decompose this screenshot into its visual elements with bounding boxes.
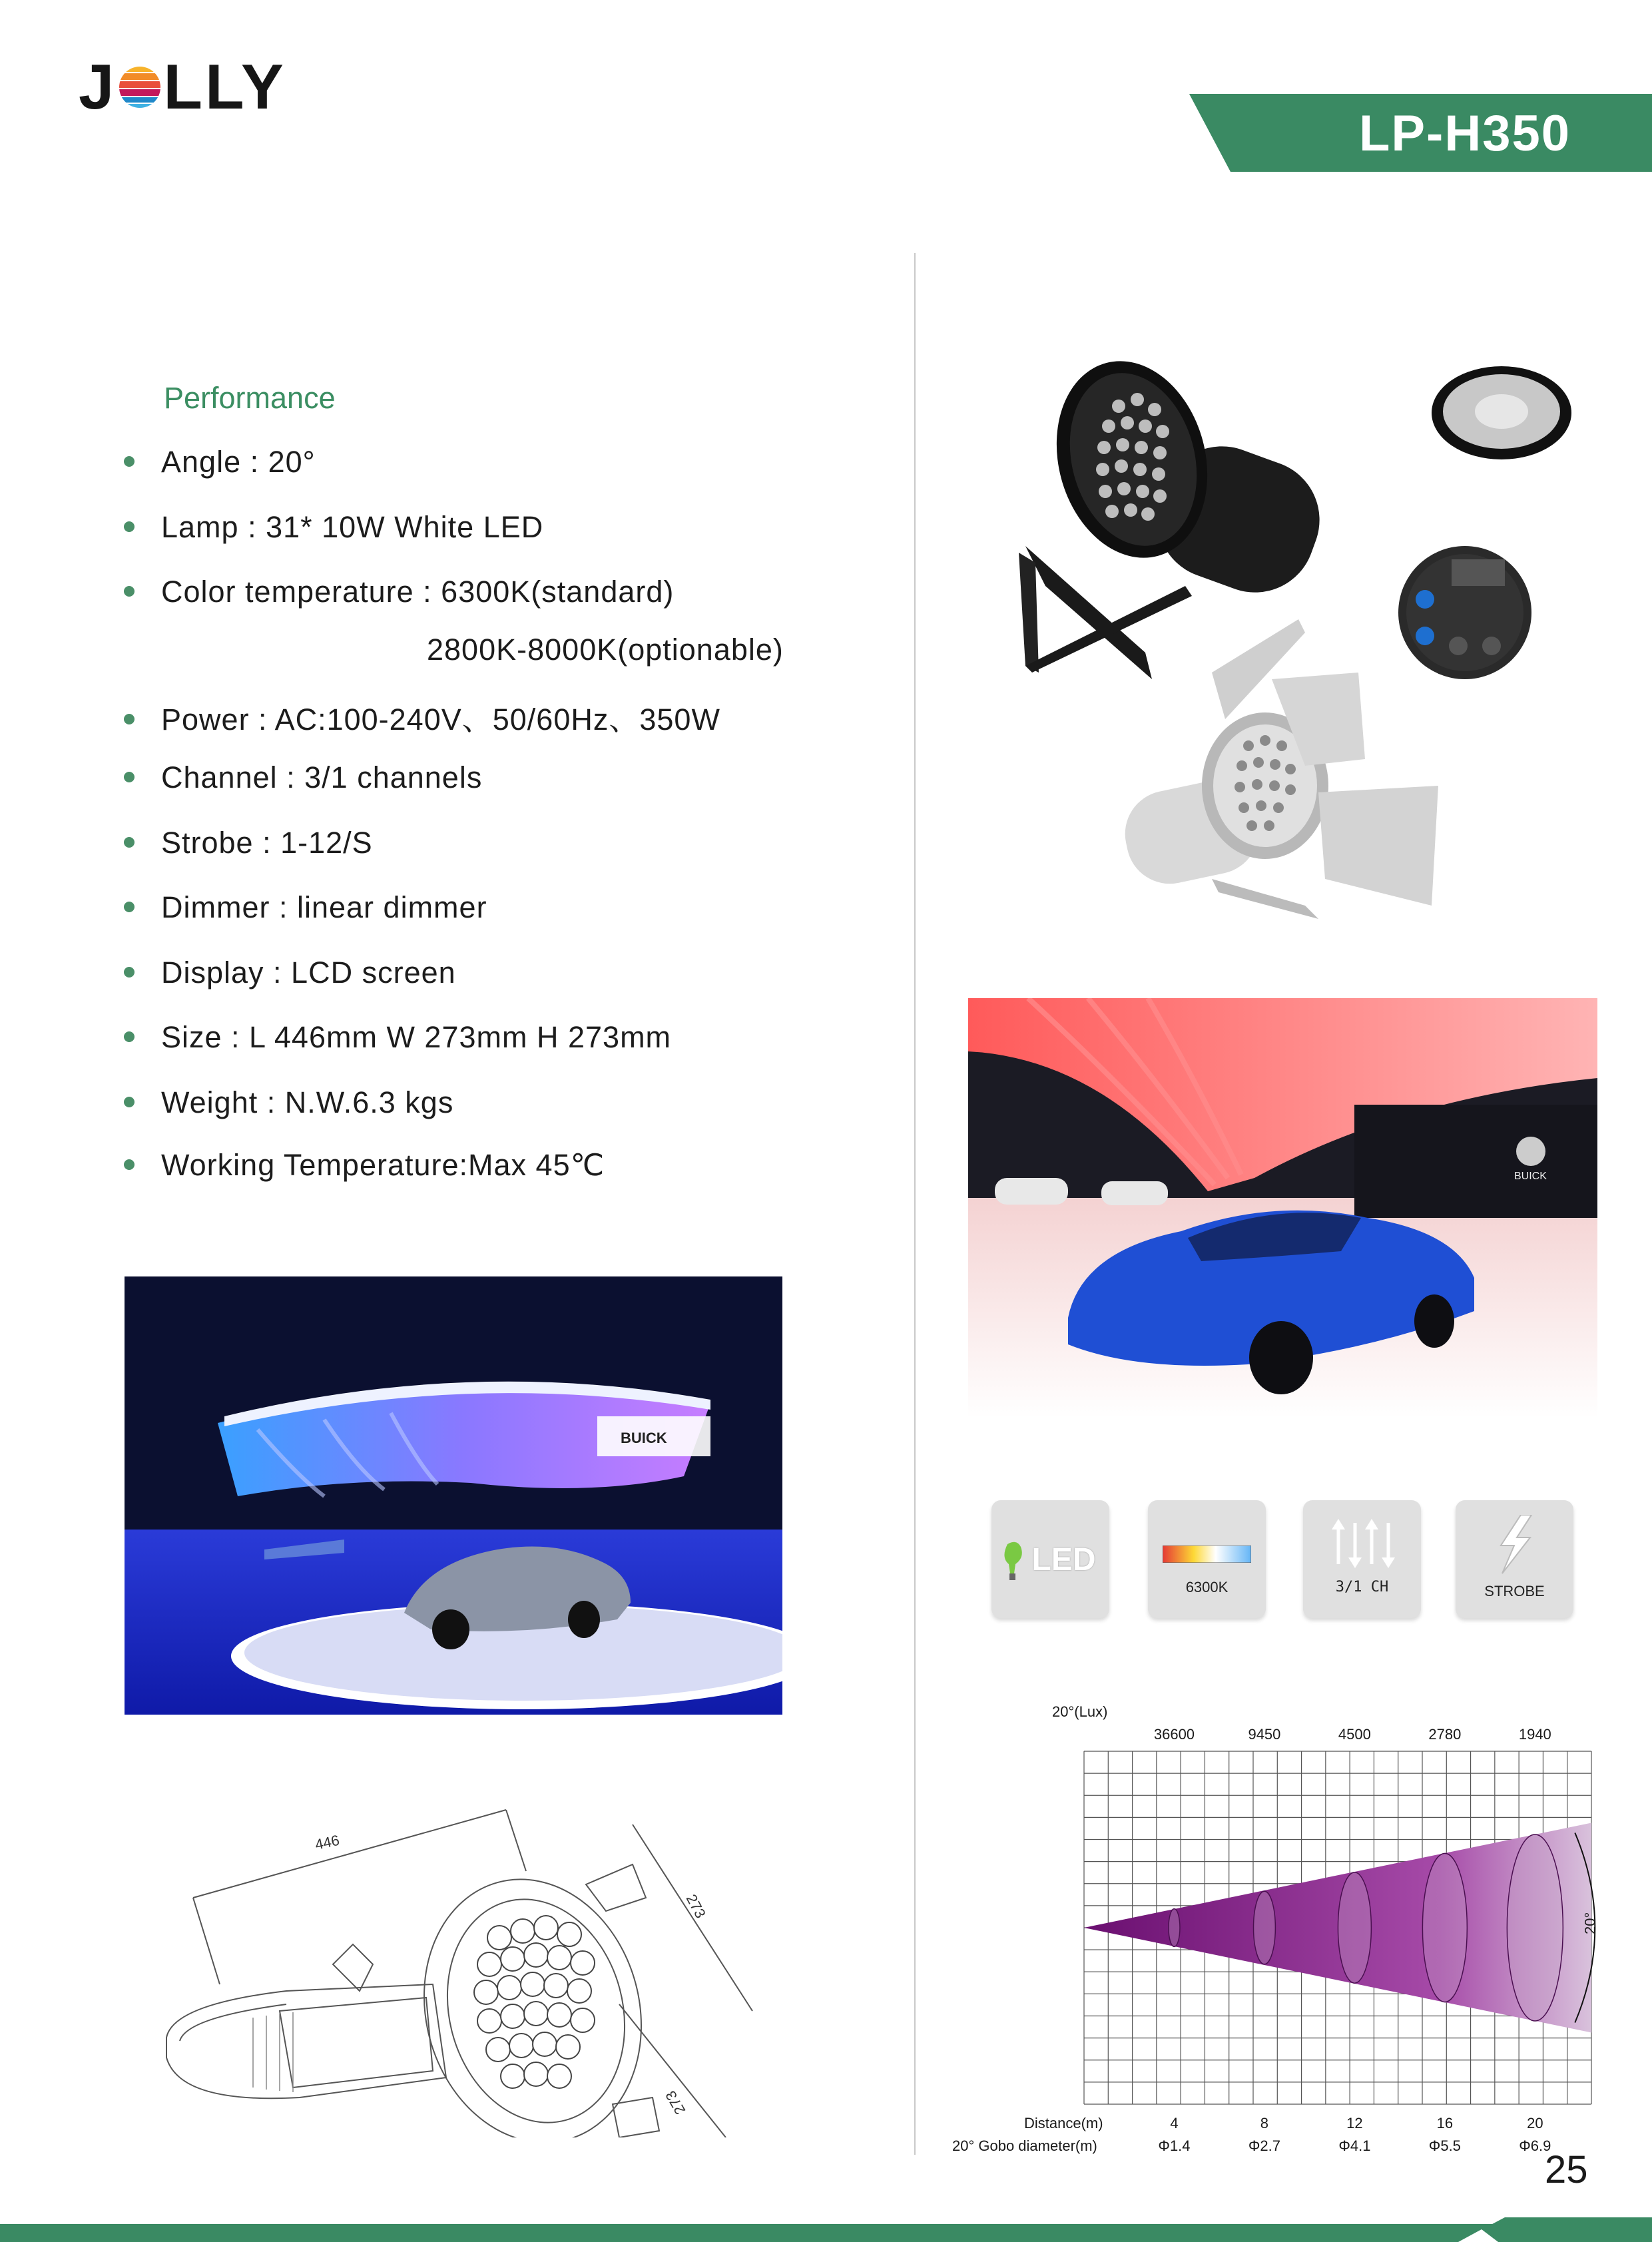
bullet-icon: [124, 586, 135, 597]
channel-icon: [1328, 1516, 1395, 1569]
lux-label: 9450: [1248, 1726, 1281, 1743]
model-name: LP-H350: [1358, 105, 1571, 162]
bullet-icon: [124, 837, 135, 848]
product-photo: [985, 333, 1598, 932]
dimension-height-label: 273: [662, 2088, 689, 2117]
dimension-line-length: [193, 1810, 506, 1898]
beam-angle-label: 20°: [1581, 1912, 1599, 1934]
spec-dimmer: Dimmer : linear dimmer: [124, 890, 487, 925]
distance-label: 20: [1527, 2115, 1543, 2131]
lux-labels: [1154, 1726, 1551, 1743]
column-divider: [914, 253, 916, 2155]
spec-working-temperature: Working Temperature:Max 45℃: [124, 1147, 605, 1183]
gobo-diameter-label: 20° Gobo diameter(m): [952, 2137, 1097, 2154]
distance-label: 12: [1346, 2115, 1363, 2131]
dimension-length-label: 446: [313, 1831, 341, 1853]
feature-tile-strobe: [1456, 1500, 1573, 1618]
page-number: 25: [1545, 2148, 1588, 2191]
beam-section-8m: [1253, 1891, 1275, 1964]
chart-title: 20°(Lux): [1052, 1703, 1108, 1720]
dimension-line-height: [619, 2004, 726, 2137]
lux-label: 2780: [1428, 1726, 1462, 1743]
buick-sign-left: BUICK: [621, 1430, 667, 1446]
showroom-photo-red-canopy: [968, 998, 1597, 1418]
spec-display: Display : LCD screen: [124, 956, 456, 990]
beam-chart: [932, 1698, 1638, 2164]
diameter-label: Φ1.4: [1158, 2137, 1191, 2154]
distance-label: 8: [1260, 2115, 1269, 2131]
bullet-icon: [124, 1031, 135, 1042]
performance-heading: Performance: [164, 381, 336, 415]
diameter-label: Φ6.9: [1519, 2137, 1551, 2154]
feature-label-channel: 3/1 CH: [1335, 1579, 1389, 1595]
beam-section-4m: [1169, 1909, 1180, 1947]
buick-sign-right: BUICK: [1514, 1171, 1547, 1182]
spec-angle: Angle : 20°: [124, 445, 316, 479]
lens-disc-image: [1432, 366, 1571, 459]
beam-section-20m: [1507, 1834, 1563, 2021]
bullet-icon: [124, 714, 135, 724]
logo-letters-lly: LLY: [163, 51, 286, 123]
strobe-icon: [1488, 1515, 1541, 1575]
bullet-icon: [124, 456, 135, 467]
bullet-icon: [124, 521, 135, 532]
spec-power: Power : AC:100-240V、50/60Hz、350W: [124, 695, 720, 738]
rear-panel-image: [1398, 546, 1531, 679]
spec-channel: Channel : 3/1 channels: [124, 760, 482, 795]
beam-section-12m: [1338, 1872, 1371, 1983]
diameter-label: Φ2.7: [1248, 2137, 1281, 2154]
spec-color-temperature-optional: 2800K-8000K(optionable): [427, 633, 784, 667]
spec-lamp: Lamp : 31* 10W White LED: [124, 510, 543, 545]
spec-strobe: Strobe : 1-12/S: [124, 826, 373, 860]
distance-label: 16: [1436, 2115, 1454, 2131]
dimension-line-width: [633, 1824, 752, 2011]
diameter-label: Φ4.1: [1338, 2137, 1371, 2154]
spec-size: Size : L 446mm W 273mm H 273mm: [124, 1020, 671, 1055]
showroom-photo-blue-canopy: [125, 1276, 782, 1715]
feature-tile-led: [991, 1500, 1109, 1618]
bullet-icon: [124, 772, 135, 782]
distance-axis-label: Distance(m): [1024, 2115, 1103, 2131]
technical-drawing: [153, 1791, 786, 2137]
dimension-width-label: 273: [683, 1891, 709, 1921]
beam-section-16m: [1422, 1853, 1467, 2002]
feature-tile-channel: [1303, 1500, 1421, 1618]
footer-bar: [0, 2217, 1652, 2242]
lux-label: 1940: [1518, 1726, 1551, 1743]
feature-tile-color-temperature: [1148, 1500, 1266, 1618]
logo-letter-j: J: [79, 51, 117, 123]
spec-color-temperature: Color temperature : 6300K(standard): [124, 575, 674, 609]
silver-fixture-image: [1117, 619, 1438, 919]
feature-label-strobe: STROBE: [1484, 1583, 1545, 1599]
bullet-icon: [124, 1097, 135, 1107]
diameter-labels: [1158, 2137, 1551, 2154]
distance-label: 4: [1170, 2115, 1179, 2131]
bullet-icon: [124, 902, 135, 912]
bullet-icon: [124, 1159, 135, 1170]
lux-label: 4500: [1338, 1726, 1371, 1743]
diameter-label: Φ5.5: [1428, 2137, 1461, 2154]
brand-logo: [79, 51, 286, 123]
bullet-icon: [124, 967, 135, 978]
feature-label-led: LED: [1031, 1542, 1096, 1577]
spec-weight: Weight : N.W.6.3 kgs: [124, 1085, 453, 1120]
logo-sun-icon: [118, 65, 162, 109]
color-temperature-icon: [1163, 1545, 1251, 1563]
distance-labels: [1170, 2115, 1543, 2131]
feature-label-color-temperature: 6300K: [1185, 1579, 1229, 1595]
lux-label: 36600: [1153, 1726, 1195, 1743]
